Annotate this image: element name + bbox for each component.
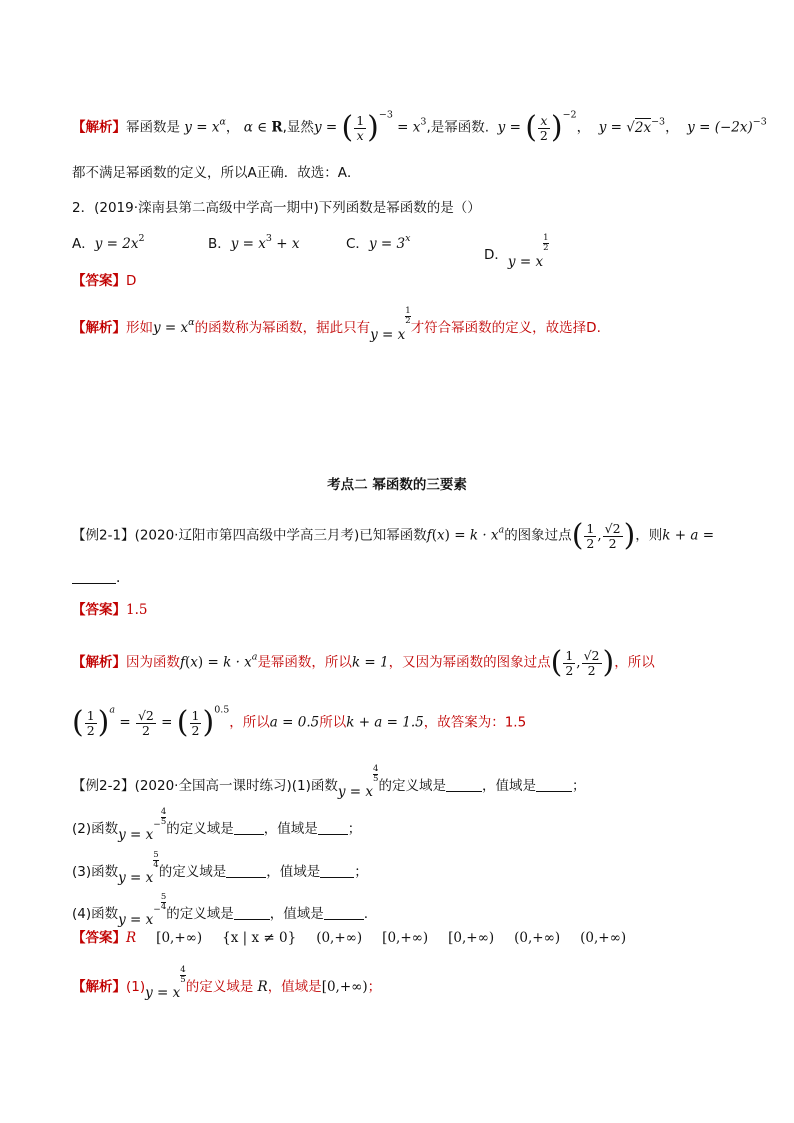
math: 2	[138, 233, 145, 244]
math: 1	[565, 647, 574, 663]
math: (	[176, 705, 189, 740]
math: 3	[265, 233, 272, 244]
math: y	[370, 327, 378, 343]
fraction	[582, 649, 602, 678]
blank	[234, 905, 270, 920]
math: (	[341, 110, 354, 145]
text: 因为函数	[126, 654, 180, 671]
math: x	[365, 784, 374, 800]
math: =	[125, 870, 146, 886]
math: y = 2x	[94, 236, 139, 252]
option-d-label: D．	[484, 247, 508, 263]
math: y	[313, 119, 322, 136]
text: 的定义域是	[166, 821, 234, 837]
math: (	[550, 645, 563, 680]
math: )	[550, 110, 563, 145]
math: =	[345, 784, 366, 800]
math: −	[153, 905, 161, 915]
analysis-q2	[72, 307, 601, 345]
text: (1)	[126, 979, 146, 995]
fraction	[190, 709, 202, 738]
answer-tag: 【答案】	[72, 273, 126, 289]
math: 2	[141, 722, 150, 738]
math: y = 3	[368, 236, 406, 252]
math: (	[525, 110, 537, 145]
math: =	[449, 527, 470, 544]
math: x	[356, 127, 364, 143]
text: 形如	[126, 320, 153, 336]
math: 1	[356, 112, 365, 128]
example-2-2-line3	[72, 851, 368, 888]
math: a	[109, 704, 116, 716]
math: −	[153, 820, 161, 830]
math: a	[251, 651, 258, 663]
math: )	[623, 518, 636, 553]
option-b-label: B．	[208, 236, 231, 252]
text: ，	[665, 119, 679, 136]
math: x	[145, 912, 154, 928]
fraction	[85, 709, 97, 738]
example-2-1: 【例2-1】(2020·辽阳市第四高级中学高三月考)已知幂函数$f(x) = k \cdot x^a$的图象过点( $\frac{1}{2}$ , $\frac{√2}{2}$ )，则k + a =	[72, 518, 715, 553]
analysis-line-2: 都不满足幂函数的定义，所以A正确．故选：A．	[72, 165, 361, 181]
math: x	[412, 119, 421, 136]
text: ,显然	[282, 119, 314, 136]
text: 幂函数是	[126, 119, 180, 136]
answer-ex21	[72, 600, 147, 620]
text: 是幂函数，所以	[257, 654, 352, 671]
math: 4	[160, 902, 167, 912]
math: 2	[565, 662, 574, 678]
fraction	[584, 522, 596, 551]
math: √2	[583, 647, 600, 663]
math: √2	[137, 707, 154, 723]
analysis-ex21-line1: 【解析】因为函数$f(x) = k \cdot x^a$是幂函数，所以k = 1，又因为幂函数的图象过点( $\frac{1}{2}$ , $\frac{√2}{2}$ )，所以	[72, 645, 655, 680]
question-2-options	[72, 234, 145, 254]
math: k · x	[469, 527, 499, 544]
blank	[446, 777, 482, 792]
option-c-label: C．	[346, 236, 369, 252]
analysis-tag: 【解析】	[72, 320, 126, 336]
text: 的图象过点	[504, 527, 572, 544]
answer-value: D	[126, 273, 137, 289]
math: k = 1	[351, 654, 389, 671]
math: −3	[651, 116, 666, 128]
text: 的定义域是	[185, 979, 254, 995]
math: =	[321, 119, 342, 136]
math: 4	[373, 764, 379, 774]
math: 1	[543, 233, 549, 243]
text: ，值域是	[267, 979, 322, 995]
example-2-2-line1	[72, 765, 585, 802]
blank	[320, 863, 354, 878]
math: =	[160, 320, 181, 336]
text: ，值域是	[266, 864, 321, 880]
blank	[324, 905, 364, 920]
answer-value: (0,+∞)	[580, 930, 627, 946]
math: −2	[562, 109, 577, 121]
math: x	[172, 985, 181, 1001]
math: x	[397, 327, 406, 343]
answer-q2	[72, 271, 136, 291]
math: k + a = 1.5	[346, 714, 424, 731]
math: x	[190, 654, 198, 671]
math: =	[115, 714, 135, 731]
math: 5	[373, 774, 379, 784]
math: 2	[608, 535, 617, 551]
fraction	[563, 649, 575, 678]
math: y	[118, 827, 126, 843]
text: 的定义域是	[166, 906, 234, 922]
math: (	[185, 654, 191, 671]
math: =	[694, 119, 715, 136]
math: (−2x)	[714, 119, 753, 136]
math: a	[498, 524, 505, 536]
math: 2	[586, 535, 595, 551]
math: 2	[587, 662, 596, 678]
math: y	[145, 985, 153, 1001]
answer-value: [0,+∞)	[382, 930, 429, 946]
math: =	[377, 327, 398, 343]
math: 2	[539, 127, 548, 143]
text: ，	[225, 119, 240, 136]
math: 4	[180, 965, 186, 975]
blank	[536, 777, 572, 792]
question-2-stem: 2．(2019·滦南县第二高级中学高一期中)下列函数是幂函数的是（）	[72, 200, 481, 216]
math: 3	[420, 116, 427, 128]
blank	[72, 569, 116, 584]
math: 1	[405, 306, 411, 316]
analysis-ex21-line2	[72, 704, 527, 740]
answer-blank: .	[72, 568, 120, 588]
math: x	[211, 119, 220, 136]
answer-tag: 【答案】	[72, 602, 126, 618]
math: R	[257, 979, 268, 995]
answer-tag: 【答案】	[72, 930, 126, 946]
text: ；	[354, 864, 368, 880]
math: α	[243, 119, 253, 136]
text: ；	[367, 979, 382, 995]
math: =	[152, 985, 173, 1001]
text: ；	[571, 778, 586, 794]
math: )	[97, 705, 110, 740]
math: 4	[153, 860, 159, 870]
text: ，值域是	[263, 821, 318, 837]
example-tag: 【例2-1】	[72, 527, 135, 544]
math: y	[184, 119, 192, 136]
math: x	[538, 114, 550, 129]
math: x	[437, 527, 445, 544]
example-2-2-line2	[72, 808, 361, 845]
math: )	[202, 705, 215, 740]
example-tag: 【例2-2】	[72, 778, 135, 794]
fraction	[136, 709, 156, 738]
math: k · x	[223, 654, 252, 671]
math: 5	[153, 850, 159, 860]
section-title: 考点二 幂函数的三要素	[327, 477, 467, 493]
analysis-tag: 【解析】	[72, 654, 126, 671]
math: √2	[604, 520, 621, 536]
math: )	[602, 645, 615, 680]
answer-value: (0,+∞)	[316, 930, 363, 946]
math: y	[118, 870, 126, 886]
math: 2	[405, 316, 411, 326]
answer-value: (0,+∞)	[514, 930, 561, 946]
math: 1	[86, 707, 95, 723]
option-d	[484, 234, 549, 272]
fraction	[354, 114, 366, 143]
math: y	[497, 119, 506, 136]
fraction	[603, 522, 623, 551]
math: x	[535, 254, 544, 270]
math: 1	[191, 707, 200, 723]
math: (	[72, 705, 84, 740]
math: 2	[86, 722, 95, 738]
text: ，值域是	[269, 906, 324, 922]
math: )	[197, 654, 204, 671]
math: f	[426, 527, 432, 544]
math: 2	[191, 722, 200, 738]
math: α	[219, 116, 226, 128]
text: ；	[347, 821, 362, 837]
text: (4)函数	[72, 906, 119, 922]
math: x	[405, 233, 411, 244]
math: k + a =	[662, 527, 715, 544]
math: ∈	[257, 119, 268, 136]
text: 的定义域是	[378, 778, 446, 794]
text: ，所以	[614, 654, 655, 671]
text: ，	[576, 119, 591, 136]
text: ，则	[635, 527, 663, 544]
math: y	[507, 254, 516, 270]
math: 5	[160, 892, 167, 902]
math: −3	[752, 116, 767, 128]
math: −3	[378, 109, 393, 121]
text: 的定义域是	[158, 864, 227, 880]
answer-value: [0,+∞)	[156, 930, 203, 946]
math: + x	[271, 236, 300, 252]
math: =	[191, 119, 212, 136]
math: y	[118, 912, 126, 928]
math: y	[337, 784, 346, 800]
math: x	[145, 827, 154, 843]
analysis-line-1: 【解析】幂函数是 $y = x^\alpha$， α ∈ R,显然y = ( $\frac{1}{x}$ )$^{-3} = x^3$,是幂函数. y = ( $\frac{x}{2}$ )$^{-2}$， $y = √2x^{-3}$， $y = (-2x)^{-3}$	[72, 109, 767, 145]
example-2-2-line4	[72, 893, 368, 930]
text: (2)函数	[72, 821, 119, 837]
fraction	[543, 234, 548, 253]
math: =	[515, 254, 536, 270]
math: [0,+∞)	[321, 979, 368, 995]
math: 2x	[634, 119, 652, 136]
text: ,是幂函数.	[426, 119, 490, 136]
fraction	[538, 114, 550, 143]
analysis-tag: 【解析】	[72, 119, 126, 136]
text: 所以	[319, 714, 347, 731]
math: y	[598, 119, 607, 136]
answer-value: 1.5	[126, 602, 148, 618]
text: (2020·辽阳市第四高级中学高三月考)已知幂函数	[134, 527, 427, 544]
math: 1	[586, 520, 595, 536]
text: (3)函数	[72, 864, 119, 880]
math: =	[125, 827, 146, 843]
math: =	[156, 714, 177, 731]
math: =	[505, 119, 526, 136]
math: (	[571, 518, 584, 553]
math: x	[145, 870, 154, 886]
text: 才符合幂函数的定义，故选择D.	[410, 320, 601, 336]
text: (2020·全国高一课时练习)(1)函数	[134, 778, 338, 794]
math: f	[180, 654, 185, 671]
answer-value: [0,+∞)	[448, 930, 495, 946]
math: α	[188, 317, 195, 328]
math: 4	[160, 807, 167, 817]
blank	[234, 820, 264, 835]
math: 5	[160, 817, 167, 827]
analysis-ex22	[72, 966, 381, 1003]
blank	[318, 820, 348, 835]
option-c	[346, 234, 410, 254]
math: =	[203, 654, 224, 671]
text: ，又因为幂函数的图象过点	[388, 654, 551, 671]
option-b	[208, 234, 299, 254]
math: 5	[180, 975, 186, 985]
math: R	[271, 119, 283, 136]
math: y = x	[230, 236, 266, 252]
text: ，所以	[229, 714, 270, 731]
math: 2	[543, 243, 549, 253]
math: 0.5	[214, 704, 230, 716]
math: a = 0.5	[269, 714, 320, 731]
answer-value: R	[126, 930, 137, 946]
math: x	[180, 320, 189, 336]
math: y	[687, 119, 695, 136]
math: =	[606, 119, 627, 136]
answer-ex22	[72, 928, 626, 948]
math: )	[444, 527, 450, 544]
text: ，值域是	[481, 778, 536, 794]
answer-value: {x | x ≠ 0}	[222, 930, 297, 946]
math: y	[153, 320, 161, 336]
math: =	[125, 912, 146, 928]
math: (	[431, 527, 438, 544]
option-a-label: A．	[72, 236, 95, 252]
text: 的函数称为幂函数，据此只有	[194, 320, 371, 336]
math: )	[367, 110, 379, 145]
blank	[226, 863, 266, 878]
analysis-tag: 【解析】	[72, 979, 126, 995]
math: =	[392, 119, 413, 136]
text: .	[363, 906, 369, 922]
text: ，故答案为：1.5	[423, 714, 527, 731]
